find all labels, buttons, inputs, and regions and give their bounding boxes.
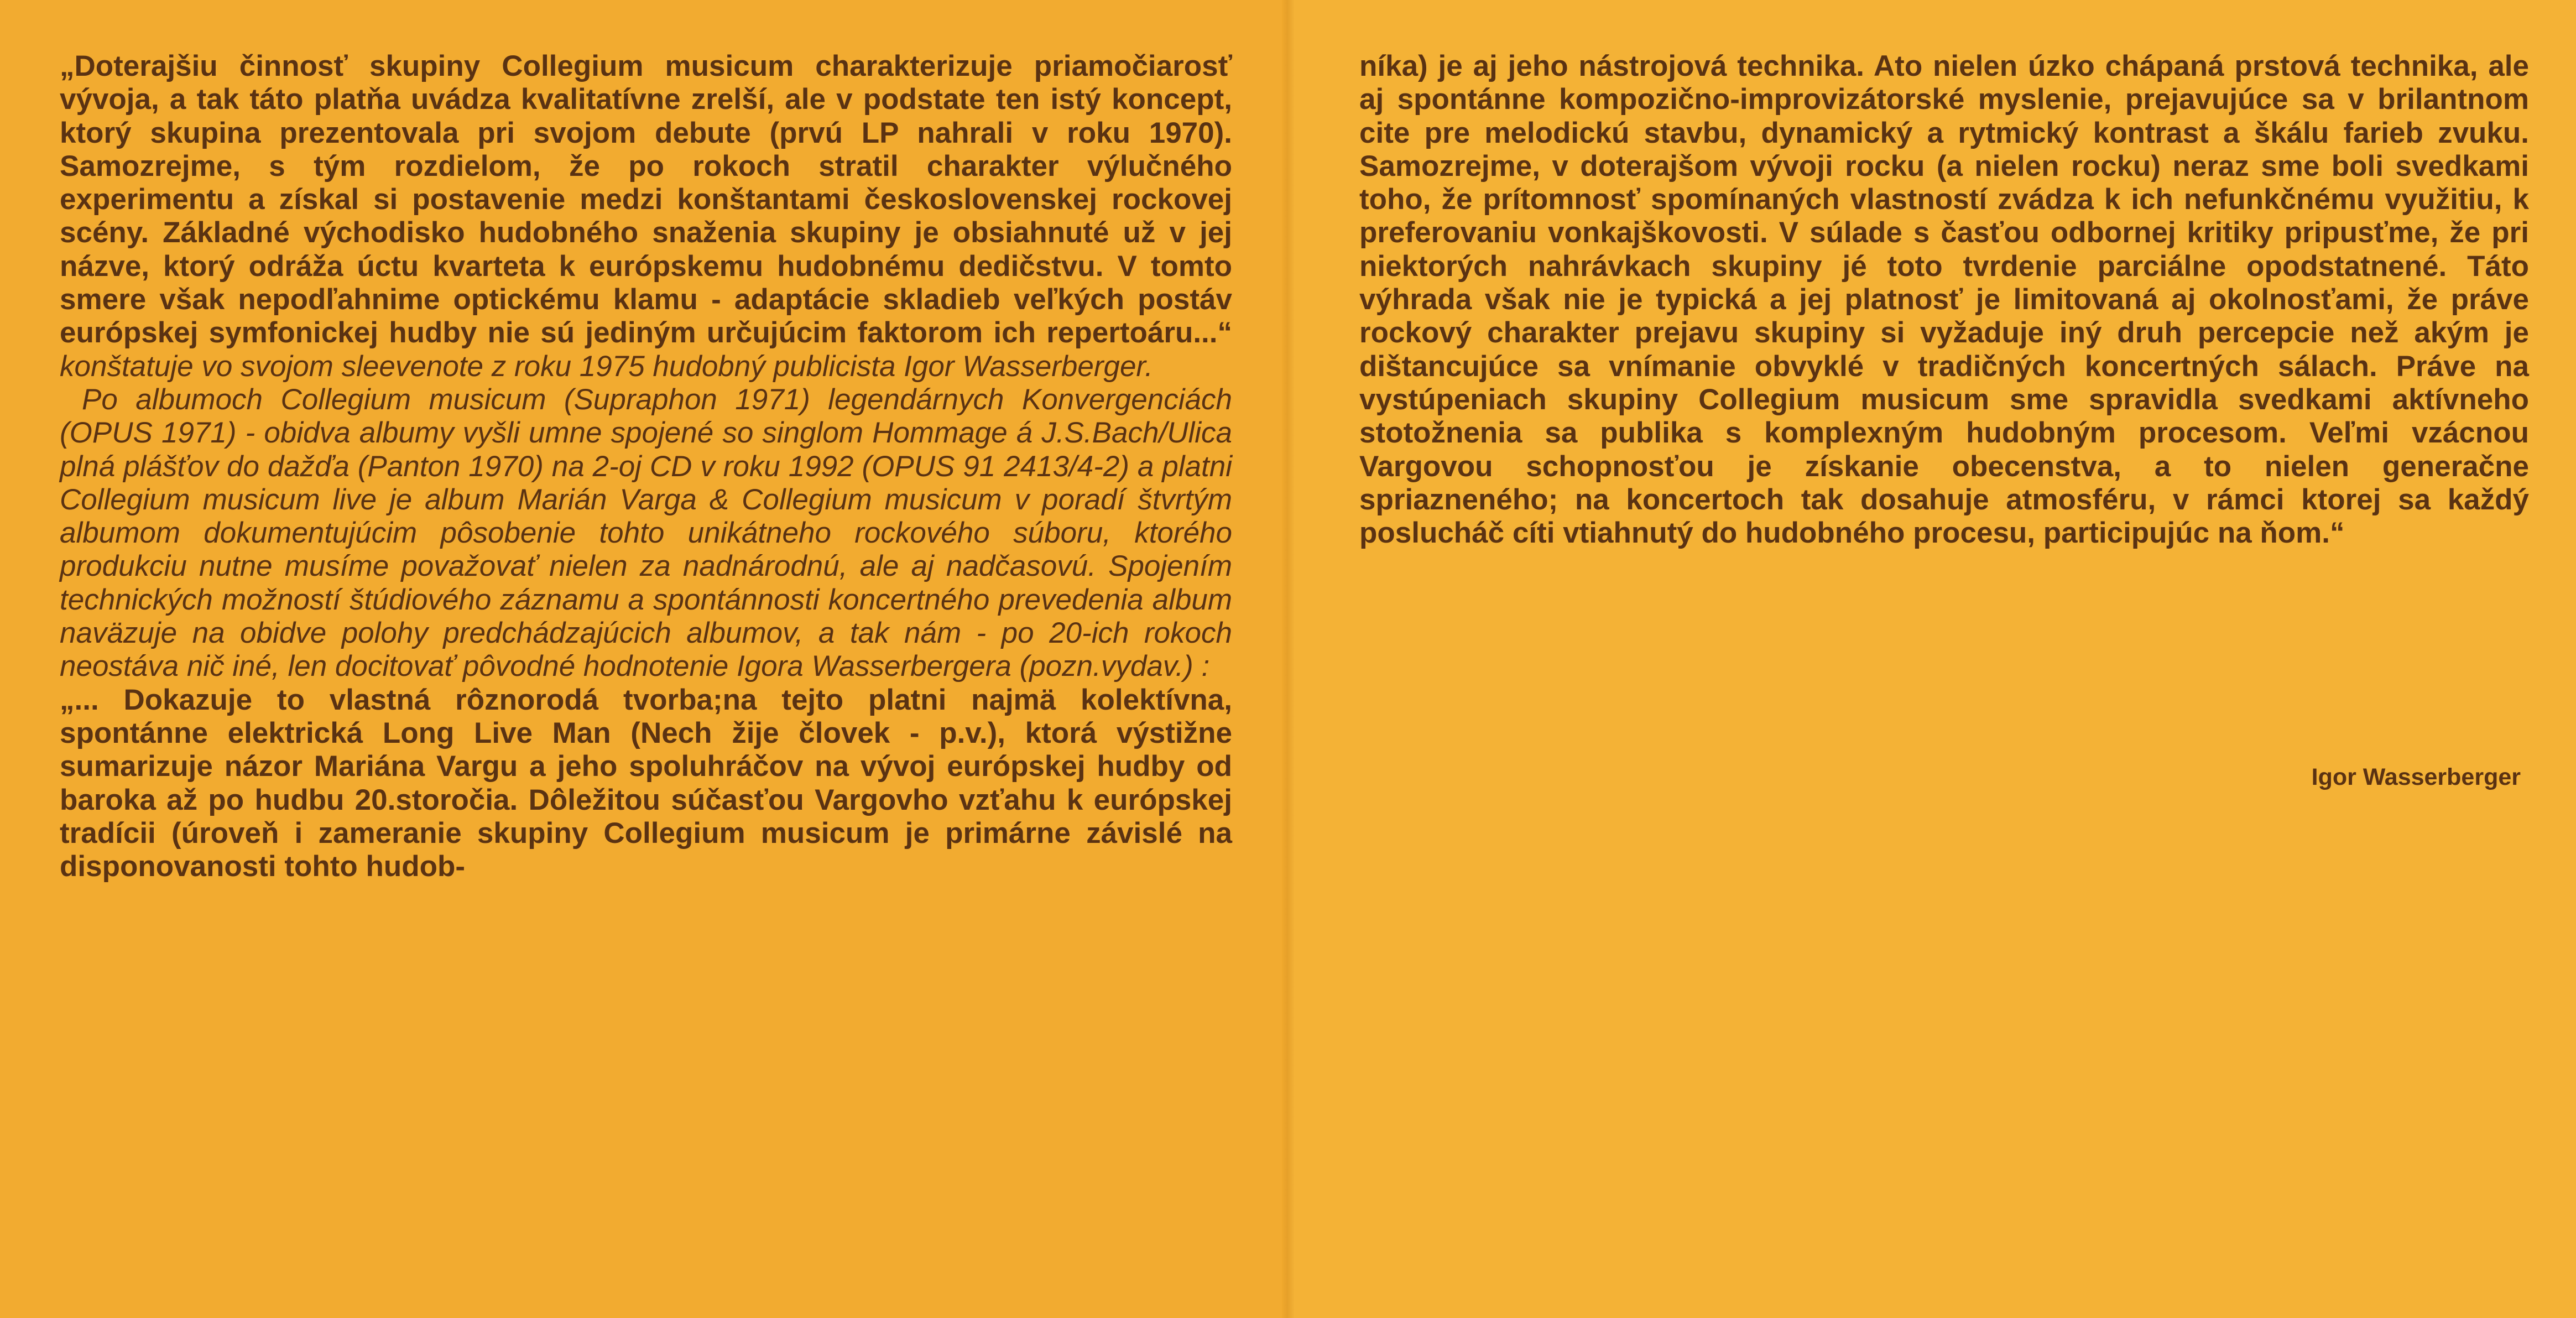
left-paragraph-3: „... Dokazuje to vlastná rôznorodá tvorba;na tejto platni najmä kolektívna, spontánne elektrická Long Live Man (Nech žije človek - p.v.), ktorá výstižne sumarizuje názor Mariána Vargu a jeho spoluhráčov na vývoj európskej hudby od baroka až po hudbu 20.storočia. Dôležitou súčasťou Vargovho vzťahu k európskej tradícii (úroveň i zameranie skupiny Collegium musicum je primárne závislé na disponovanosti tohto hudob- bbox=[60, 683, 1232, 883]
left-text-column bbox=[60, 50, 1232, 883]
quote-attribution: konštatuje vo svojom sleevenote z roku 1975 hudobný publicista Igor Wasserberger. bbox=[60, 350, 1153, 383]
center-fold bbox=[1282, 0, 1294, 1318]
author-signature: Igor Wasserberger bbox=[2311, 764, 2521, 790]
left-paragraph-2: Po albumoch Collegium musicum (Supraphon 1971) legendárnych Konvergenciách (OPUS 1971) - obidva albumy vyšli umne spojené so singlom Hommage á J.S.Bach/Ulica plná plášťov do dažďa (Panton 1970) na 2-oj CD v roku 1992 (OPUS 91 2413/4-2) a platni Collegium musicum live je album Marián Varga & Collegium musicum v poradí štvrtým albumom dokumentujúcim pôsobenie tohto unikátneho rockového súboru, ktorého produkciu nutne musíme považovať nielen za nadnárodnú, ale aj nadčasovú. Spojením technických možností štúdiového záznamu a spontánnosti koncertného prevedenia album naväzuje na obidve polohy predchádzajúcich albumov, a tak nám - po 20-ich rokoch neostáva nič iné, len docitovať pôvodné hodnotenie Igora Wasserbergera (pozn.vydav.) : bbox=[60, 383, 1232, 683]
left-page bbox=[0, 0, 1287, 1318]
right-paragraph-1: níka) je aj jeho nástrojová technika. Ato nielen úzko chápaná prstová technika, ale aj spontánne kompozično-improvizátorské myslenie, prejavujúce sa v brilantnom cite pre melodickú stavbu, dynamický a rytmický kontrast a škálu farieb zvuku. Samozrejme, v doterajšom vývoji rocku (a nielen rocku) neraz sme boli svedkami toho, že prítomnosť spomínaných vlastností zvádza k ich nefunkčnému využitiu, k preferovaniu vonkajškovosti. V súlade s časťou odbornej kritiky pripusťme, že pri niektorých nahrávkach skupiny jé toto tvrdenie parciálne opodstatnené. Táto výhrada však nie je typická a jej platnosť je limitovaná aj okolnosťami, že práve rockový charakter prejavu skupiny si vyžaduje iný druh percepcie než akým je dištancujúce sa vnímanie obvyklé v tradičných koncertných sálach. Práve na vystúpeniach skupiny Collegium musicum sme spravidla svedkami aktívneho stotožnenia sa publika s komplexným hudobným procesom. Veľmi vzácnou Vargovou schopnosťou je získanie obecenstva, a to nielen generačne spriazneného; na koncertoch tak dosahuje atmosféru, v rámci ktorej sa každý poslucháč cíti vtiahnutý do hudobného procesu, participujúc na ňom.“ bbox=[1359, 50, 2529, 550]
quote-text: „Doterajšiu činnosť skupiny Collegium musicum charakterizuje priamočiarosť vývoja, a tak táto platňa uvádza kvalitatívne zrelší, ale v podstate ten istý koncept, ktorý skupina prezentovala pri svojom debute (prvú LP nahrali v roku 1970). Samozrejme, s tým rozdielom, že po rokoch stratil charakter výlučného experimentu a získal si postavenie medzi konštantami československej rockovej scény. Základné východisko hudobného snaženia skupiny je obsiahnuté už v jej názve, ktorý odráža úctu kvarteta k európskemu hudobnému dedičstvu. V tomto smere však nepodľahnime optickému klamu - adaptácie skladieb veľkých postáv európskej symfonickej hudby nie sú jediným určujúcim faktorom ich repertoáru...“ bbox=[60, 50, 1232, 350]
left-paragraph-1 bbox=[60, 50, 1232, 383]
right-text-column bbox=[1359, 50, 2529, 550]
